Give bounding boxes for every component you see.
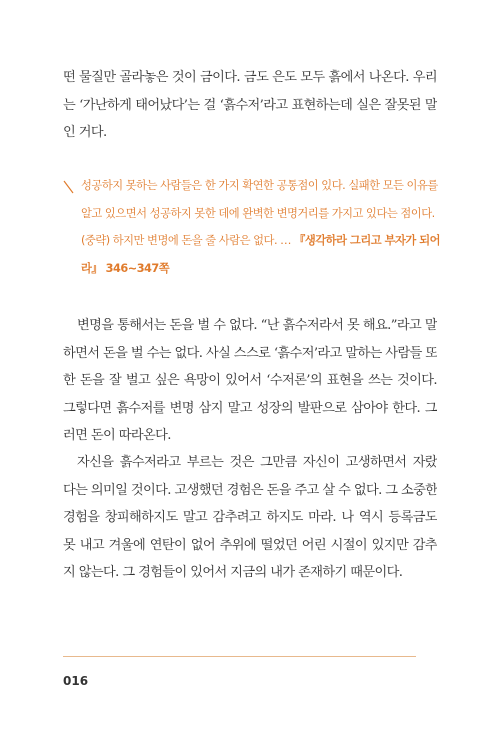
text-line: 떤 물질만 골라놓은 것이 금이다. 금도 은도 모두 흙에서 나온다. 우리 <box>63 70 437 85</box>
quote-line: 알고 있으면서 성공하지 못한 데에 완벽한 변명거리를 가지고 있다는 점이다. <box>81 206 435 220</box>
quote-source: 『생각하라 그리고 부자가 되어 <box>294 234 441 247</box>
text-line: 자신을 흙수저라고 부르는 것은 그만큼 자신이 고생하면서 자랐 <box>77 455 437 470</box>
text-line: 한 돈을 잘 벌고 싶은 욕망이 있어서 ‘수저론’의 표현을 쓰는 것이다. <box>63 373 437 388</box>
quote-block <box>63 172 443 282</box>
quote-slash-icon <box>63 180 74 194</box>
quote-line <box>63 227 443 255</box>
text-line: 지 않는다. 그 경험들이 있어서 지금의 내가 존재하기 때문이다. <box>63 565 403 580</box>
text-line: 그렇다면 흙수저를 변명 삼지 말고 성장의 발판으로 삼아야 한다. 그 <box>63 400 437 416</box>
text-line: 경험을 창피해하지도 말고 감추려고 하지도 마라. 나 역시 등록금도 <box>63 510 437 525</box>
text-line: 인 거다. <box>63 125 107 140</box>
paragraph-hardship <box>63 449 437 587</box>
text-line: 는 ‘가난하게 태어났다’는 걸 ‘흙수저’라고 표현하는데 실은 잘못된 말 <box>63 97 437 113</box>
text-line: 다는 의미일 것이다. 고생했던 경험은 돈을 주고 살 수 없다. 그 소중한 <box>63 482 437 498</box>
quote-source-line: 라』 346~347쪽 <box>81 261 170 275</box>
quote-line: 성공하지 못하는 사람들은 한 가지 확연한 공통점이 있다. 실패한 모든 이유를 <box>81 179 438 192</box>
page-number: 016 <box>63 674 89 688</box>
text-line: 변명을 통해서는 돈을 벌 수 없다. “난 흙수저라서 못 해요.”라고 말 <box>77 318 437 333</box>
quote-text: (중략) 하지만 변명에 돈을 줄 사람은 없다. … <box>81 234 295 247</box>
text-line: 못 내고 겨울에 연탄이 없어 추위에 떨었던 어린 시절이 있지만 감추 <box>63 537 437 553</box>
text-line: 하면서 돈을 벌 수는 없다. 사실 스스로 ‘흙수저’라고 말하는 사람들 또 <box>63 345 437 361</box>
footer-divider <box>63 656 416 657</box>
paragraph-continuation <box>63 64 437 147</box>
text-line: 러면 돈이 따라온다. <box>63 428 171 443</box>
paragraph-excuses <box>63 312 437 450</box>
